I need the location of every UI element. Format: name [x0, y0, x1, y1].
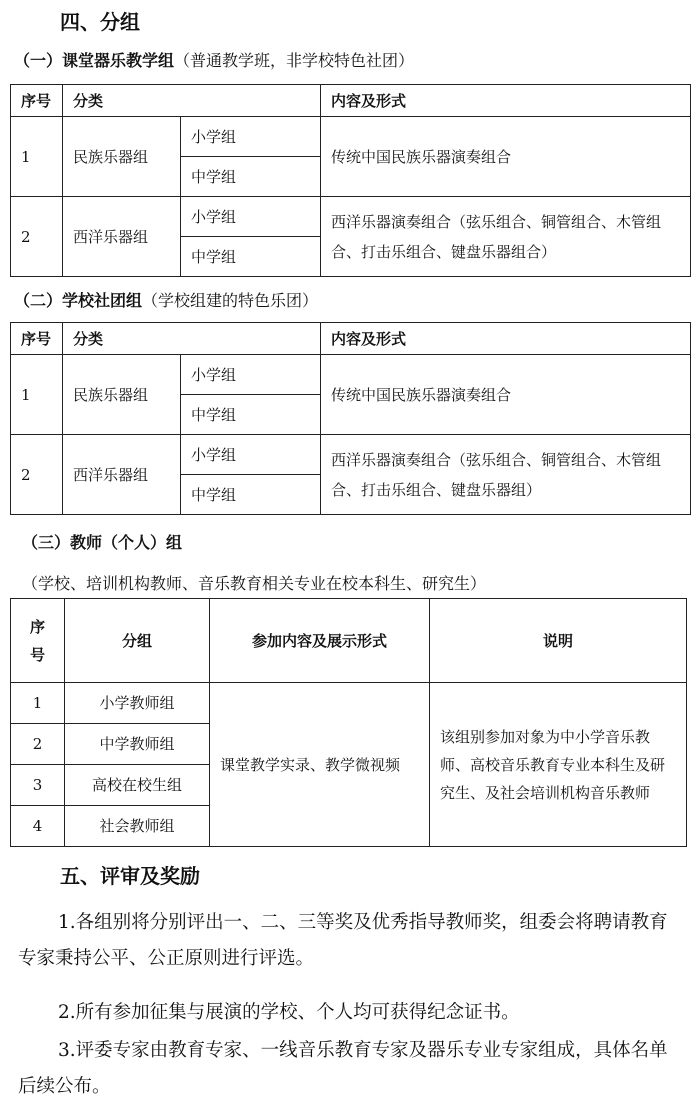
header-content: 参加内容及展示形式: [210, 599, 430, 683]
row-desc: 该组别参加对象为中小学音乐教师、高校音乐教育专业本科生及研究生、及社会培训机构音乐教师: [430, 683, 687, 847]
row-sub: 中学组: [181, 475, 321, 515]
group3-note: （学校、培训机构教师、音乐教育相关专业在校本科生、研究生）: [22, 574, 487, 593]
header-no: 序号: [11, 85, 63, 117]
table-row: [11, 683, 687, 724]
row-no: 1: [11, 117, 63, 197]
row-sub: 小学组: [181, 197, 321, 237]
table-header-row: [11, 323, 691, 355]
row-sub: 小学组: [181, 435, 321, 475]
group3-heading: [22, 530, 182, 553]
group1-table: [10, 84, 691, 277]
row-no: 3: [11, 765, 65, 806]
header-no-line2: 号: [29, 645, 45, 664]
row-sub: 小学组: [181, 117, 321, 157]
section-title-4: 四、分组: [60, 10, 140, 34]
header-no: [11, 599, 65, 683]
paragraph-1: 1.各组别将分别评出一、二、三等奖及优秀指导教师奖，组委会将聘请教育专家秉持公平、公正原则进行评选。: [18, 912, 668, 969]
header-content: 内容及形式: [321, 323, 691, 355]
row-group: 中学教师组: [65, 724, 210, 765]
group1-title: （一）课堂器乐教学组: [14, 51, 175, 70]
row-sub: 中学组: [181, 395, 321, 435]
header-desc: 说明: [430, 599, 687, 683]
row-no: 1: [11, 355, 63, 435]
group2-heading: [14, 288, 318, 311]
row-category: 民族乐器组: [63, 117, 181, 197]
header-no-line1: 序: [29, 617, 45, 636]
row-no: 4: [11, 806, 65, 847]
group2-note: （学校组建的特色乐团）: [142, 291, 319, 310]
group3-title: （三）教师（个人）组: [22, 533, 183, 552]
row-category: 民族乐器组: [63, 355, 181, 435]
group3-table: [10, 598, 687, 847]
group1-heading: [14, 48, 414, 71]
row-category: 西洋乐器组: [63, 435, 181, 515]
row-sub: 小学组: [181, 355, 321, 395]
row-content: 传统中国民族乐器演奏组合: [321, 117, 691, 197]
group2-title: （二）学校社团组: [14, 291, 143, 310]
paragraph-3: 3.评委专家由教育专家、一线音乐教育专家及器乐专业专家组成，具体名单后续公布。: [18, 1040, 668, 1097]
header-group: 分组: [65, 599, 210, 683]
paragraph-2: 2.所有参加征集与展演的学校、个人均可获得纪念证书。: [58, 1002, 520, 1023]
header-category: 分类: [63, 323, 321, 355]
table-header-row: [11, 599, 687, 683]
row-content: 西洋乐器演奏组合（弦乐组合、铜管组合、木管组合、打击乐组合、键盘乐器组合）: [321, 197, 691, 277]
table-row: [11, 117, 691, 157]
row-content: 课堂教学实录、教学微视频: [210, 683, 430, 847]
group2-table: [10, 322, 691, 515]
table-row: [11, 197, 691, 237]
row-content: 传统中国民族乐器演奏组合: [321, 355, 691, 435]
row-no: 2: [11, 724, 65, 765]
row-no: 1: [11, 683, 65, 724]
section-title-5: 五、评审及奖励: [60, 864, 200, 888]
row-group: 小学教师组: [65, 683, 210, 724]
header-category: 分类: [63, 85, 321, 117]
row-sub: 中学组: [181, 237, 321, 277]
row-category: 西洋乐器组: [63, 197, 181, 277]
header-content: 内容及形式: [321, 85, 691, 117]
header-no: 序号: [11, 323, 63, 355]
row-no: 2: [11, 197, 63, 277]
table-row: [11, 435, 691, 475]
row-group: 社会教师组: [65, 806, 210, 847]
table-header-row: [11, 85, 691, 117]
row-no: 2: [11, 435, 63, 515]
table-row: [11, 355, 691, 395]
row-group: 高校在校生组: [65, 765, 210, 806]
group1-note: （普通教学班，非学校特色社团）: [174, 51, 415, 70]
row-sub: 中学组: [181, 157, 321, 197]
row-content: 西洋乐器演奏组合（弦乐组合、铜管组合、木管组合、打击乐组合、键盘乐器组）: [321, 435, 691, 515]
